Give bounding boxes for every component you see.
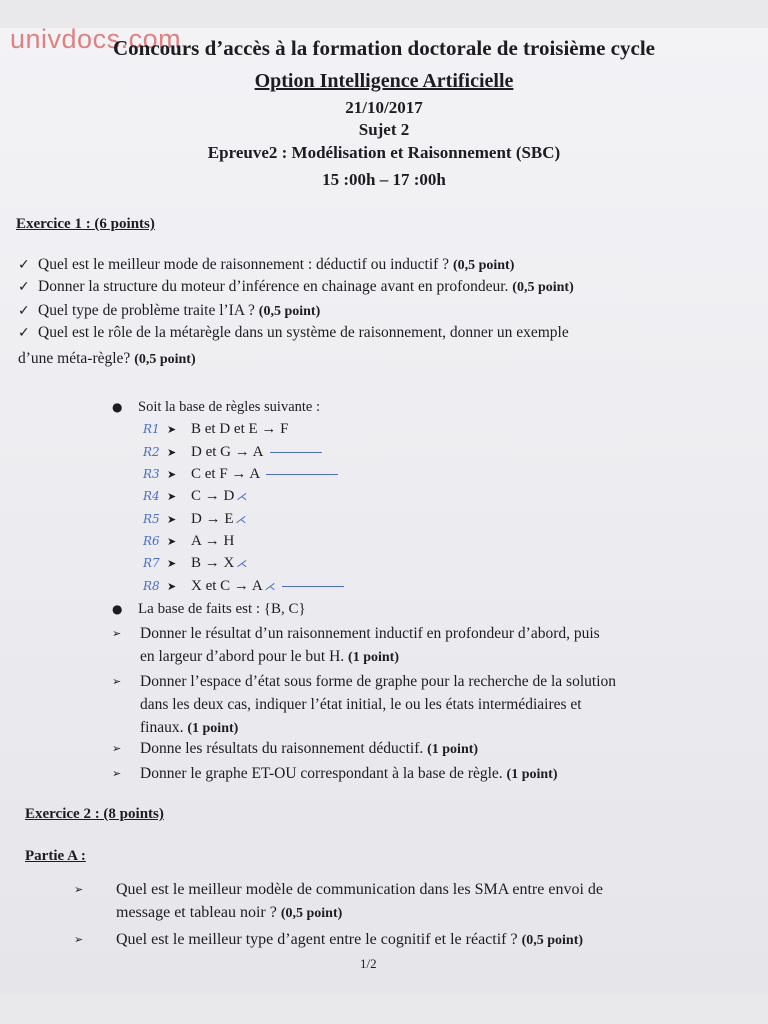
arrowhead-icon: ➤: [167, 557, 177, 570]
subject-number: Sujet 2: [358, 120, 410, 139]
pen-mark-icon: ⋌: [236, 557, 248, 570]
rule-row: R8 ➤ X et C → A ⋌: [143, 575, 344, 597]
exam-name: Epreuve2 : Modélisation et Raisonnement (SBC): [207, 143, 561, 162]
arrowhead-icon: ➤: [167, 535, 177, 548]
task-item: ➢ Donner l’espace d’état sous forme de graphe pour la recherche de la solution dans les deux cas, indiquer l’état initial, le ou les états intermédiaires et finaux. (1 point): [112, 670, 732, 740]
pen-mark-icon: ⋌: [235, 513, 247, 526]
pen-underline: [270, 452, 322, 453]
rule-row: R2 ➤ D et G → A: [143, 441, 322, 463]
arrowhead-icon: ➤: [167, 423, 177, 436]
rules-intro: ● Soit la base de règles suivante :: [112, 396, 320, 418]
rule-row: R5 ➤ D → E ⋌: [143, 508, 247, 530]
arrowhead-icon: ➢: [112, 767, 122, 780]
arrowhead-icon: ➤: [167, 580, 177, 593]
exercise1-question-cont: d’une méta-règle? (0,5 point): [18, 350, 196, 367]
rule-label: R7: [143, 556, 160, 570]
exercise1-title: Exercice 1 : (6 points): [16, 216, 155, 232]
part-a-title: Partie A :: [25, 848, 86, 864]
watermark: univdocs.com: [10, 24, 182, 54]
rule-row: R3 ➤ C et F → A: [143, 463, 338, 485]
rule-label: R1: [143, 422, 160, 436]
exercise1-question: ✓ Quel type de problème traite l’IA ? (0,5 point): [18, 300, 320, 323]
exercise2-title: Exercice 2 : (8 points): [25, 806, 164, 822]
arrowhead-icon: ➤: [167, 446, 177, 459]
exercise1-question: ✓ Quel est le meilleur mode de raisonnement : déductif ou inductif ? (0,5 point): [18, 254, 514, 277]
arrowhead-icon: ➢: [112, 627, 122, 640]
task-item: ➢ Donner le graphe ET-OU correspondant à la base de règle. (1 point): [112, 762, 732, 786]
option-title: Option Intelligence Artificielle: [254, 70, 514, 92]
pen-mark-icon: ⋌: [236, 490, 248, 503]
checkmark-icon: ✓: [18, 303, 30, 319]
arrowhead-icon: ➤: [167, 513, 177, 526]
exam-date: 21/10/2017: [345, 98, 423, 117]
rule-row: R4 ➤ C → D ⋌: [143, 485, 247, 507]
arrowhead-icon: ➤: [167, 468, 177, 481]
exercise2-question: ➢ Quel est le meilleur modèle de communication dans les SMA entre envoi de message et tableau noir ? (0,5 point): [74, 878, 734, 925]
arrowhead-icon: ➢: [74, 883, 84, 896]
exercise1-question: ✓ Donner la structure du moteur d’inférence en chainage avant en profondeur. (0,5 point): [18, 276, 574, 299]
arrowhead-icon: ➢: [112, 675, 122, 688]
exam-title: Concours d’accès à la formation doctorale de troisième cycle: [113, 36, 655, 60]
arrowhead-icon: ➢: [112, 742, 122, 755]
exam-time: 15 :00h – 17 :00h: [322, 170, 446, 189]
pen-underline: [282, 586, 344, 587]
checkmark-icon: ✓: [18, 325, 30, 341]
rule-row: R6 ➤ A → H: [143, 530, 234, 552]
rule-label: R5: [143, 512, 160, 526]
rule-row: R1 ➤ B et D et E → F: [143, 418, 289, 440]
arrowhead-icon: ➢: [74, 933, 84, 946]
bullet-icon: ●: [112, 602, 123, 616]
exercise1-question: ✓ Quel est le rôle de la métarègle dans un système de raisonnement, donner un exemple: [18, 322, 569, 344]
rule-label: R6: [143, 534, 160, 548]
checkmark-icon: ✓: [18, 279, 30, 295]
rule-label: R2: [143, 445, 160, 459]
rule-label: R8: [143, 579, 160, 593]
task-item: ➢ Donner le résultat d’un raisonnement inductif en profondeur d’abord, puis en largeur d’abord pour le but H. (1 point): [112, 622, 732, 669]
arrowhead-icon: ➤: [167, 490, 177, 503]
page-number: 1/2: [360, 956, 377, 971]
rule-label: R3: [143, 467, 160, 481]
rule-label: R4: [143, 489, 160, 503]
bullet-icon: ●: [112, 400, 123, 414]
rule-row: R7 ➤ B → X ⋌: [143, 552, 247, 574]
pen-mark-icon: ⋌: [264, 580, 276, 593]
facts-base: ● La base de faits est : {B, C}: [112, 598, 306, 620]
checkmark-icon: ✓: [18, 257, 30, 273]
task-item: ➢ Donne les résultats du raisonnement déductif. (1 point): [112, 737, 732, 761]
pen-underline: [266, 474, 338, 475]
exercise2-question: ➢ Quel est le meilleur type d’agent entre le cognitif et le réactif ? (0,5 point): [74, 928, 734, 952]
